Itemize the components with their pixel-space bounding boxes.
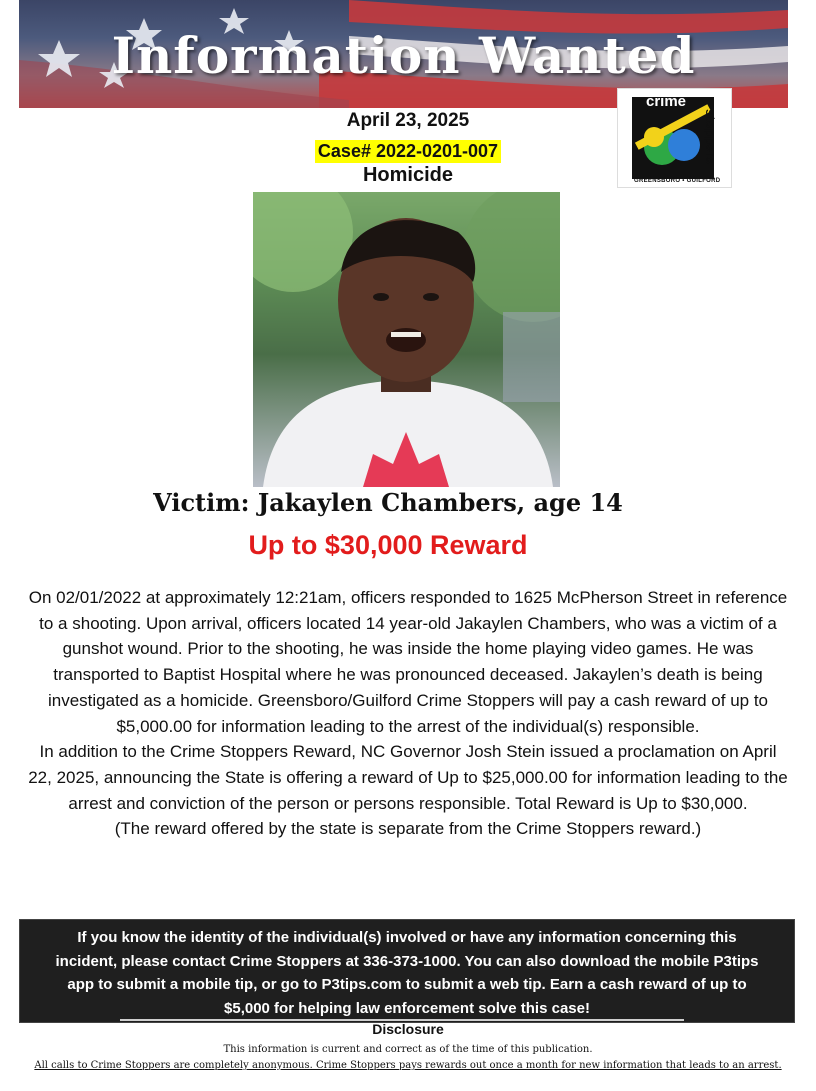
logo-word-crime: crime xyxy=(646,93,687,110)
logo-location: GREENSBORO • GUILFORD xyxy=(634,178,721,184)
incident-description xyxy=(28,585,788,842)
victim-caption: Victim: Jakaylen Chambers, age 14 xyxy=(153,488,623,517)
disclosure-anonymity-line: All calls to Crime Stoppers are completely anonymous. Crime Stoppers pays rewards out once a month for new information that leads to an arrest. xyxy=(34,1060,782,1071)
case-number-wrap xyxy=(0,140,816,163)
victim-photo xyxy=(253,192,560,487)
reward-headline: Up to $30,000 Reward xyxy=(248,530,528,560)
disclosure-line: This information is current and correct as of the time of this publication. xyxy=(223,1044,593,1055)
incident-paragraph: On 02/01/2022 at approximately 12:21am, officers responded to 1625 McPherson Street in reference to a shooting. Upon arrival, officers located 14 year-old Jakaylen Chambers, who was a victim of a gunshot wound. Prior to the shooting, he was inside the home playing video games. He was transported to Baptist Hospital where he was pronounced deceased. Jakaylen’s death is being investigated as a homicide. Greensboro/Guilford Crime Stoppers will pay a cash reward of up to $5,000.00 for information leading to the arrest of the individual(s) responsible. xyxy=(28,588,788,736)
reward-paragraph: In addition to the Crime Stoppers Reward, NC Governor Josh Stein issued a proclamation on April 22, 2025, announcing the State is offering a reward of Up to $25,000.00 for information leading to the arrest and conviction of the person or persons responsible. Total Reward is Up to $30,000. xyxy=(28,742,788,813)
crime-type: Homicide xyxy=(362,164,454,186)
reward-note: (The reward offered by the state is separate from the Crime Stoppers reward.) xyxy=(114,819,702,839)
contact-box xyxy=(19,919,795,1023)
bulletin-date: April 23, 2025 xyxy=(346,110,470,131)
contact-text: If you know the identity of the individual(s) involved or have any information concerning this incident, please contact Crime Stoppers at 336-373-1000. You can also download the mobile P3tips app to submit a mobile tip, or go to P3tips.com to submit a web tip. Earn a cash reward of up to $5,000 for helping law enforcement solve this case! xyxy=(55,929,759,1017)
logo-word-stoppers: stoppers xyxy=(703,109,718,164)
page-title: Information Wanted xyxy=(111,26,696,85)
case-number: Case# 2022-0201-007 xyxy=(315,140,501,163)
disclosure-title: Disclosure xyxy=(372,1021,444,1037)
